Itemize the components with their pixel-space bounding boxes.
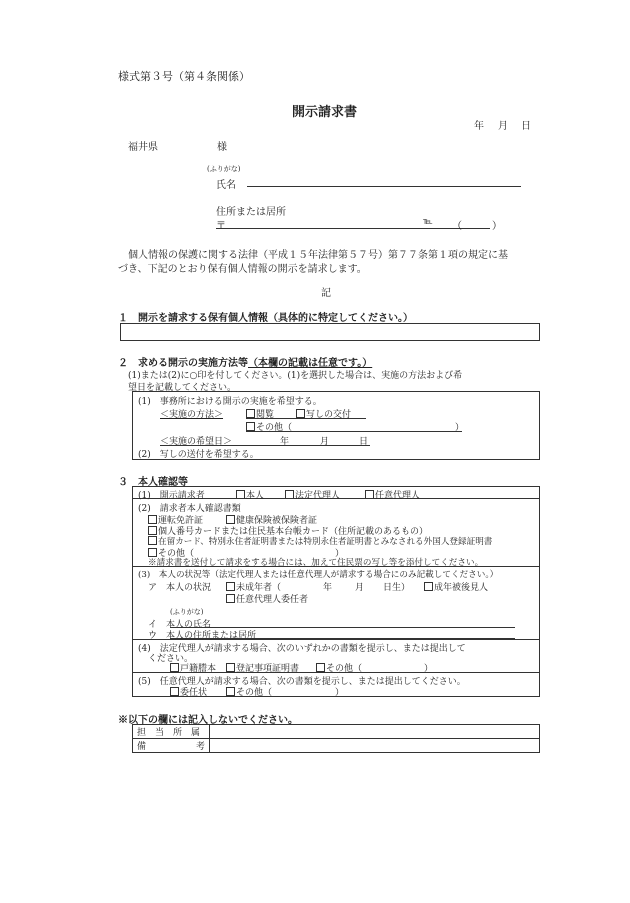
agent-principal-checkbox[interactable]	[226, 592, 308, 605]
section3-heading: ３ 本人確認等	[118, 477, 188, 488]
ki-label: 記	[321, 288, 331, 299]
legal-rep-label: 法定代理人	[295, 491, 341, 501]
voluntary-agent-checkbox[interactable]	[365, 488, 420, 501]
addressee-honorific: 様	[217, 142, 227, 153]
birth-year-label: 年	[323, 583, 333, 593]
agent-docs-line: (5) 任意代理人が請求する場合、次の書類を提示し、または提出してください。	[138, 677, 466, 687]
id-docs-label: (2) 請求者本人確認書類	[138, 504, 241, 514]
method-other-close: ）	[455, 423, 465, 433]
requester-name-field[interactable]	[247, 186, 521, 187]
date-month-label: 月	[498, 121, 508, 132]
koseki-label: 戸籍謄本	[180, 664, 217, 674]
registry-label: 登記事項証明書	[236, 664, 300, 674]
method-view-label: 閲覧	[256, 410, 275, 420]
office-use-table	[132, 724, 540, 753]
insurance-label: 健康保険被保険者証	[236, 516, 318, 526]
adult-ward-checkbox[interactable]	[424, 580, 488, 593]
wish-day-label: 日	[359, 437, 369, 447]
power-of-attorney-checkbox[interactable]	[170, 685, 207, 698]
page-title: 開示請求書	[292, 105, 358, 120]
addressee-org: 福井県	[128, 142, 158, 153]
self-checkbox[interactable]	[236, 488, 264, 501]
method-copy-label: 写しの交付	[306, 410, 352, 420]
principal-address-label: ウ 本人の住所または居所	[148, 631, 257, 641]
agent-other-close: ）	[335, 688, 345, 698]
section2-option-2[interactable]: (2) 写しの送付を希望する。	[138, 450, 259, 460]
legal-rep-docs-line2: ください。	[148, 654, 194, 664]
legal-rep-checkbox[interactable]	[285, 488, 340, 501]
office-use-note: ※以下の欄には記入しないでください。	[118, 715, 298, 726]
section2-instruction-2: 望日を記載してください。	[128, 383, 237, 393]
id-other-label: その他（	[158, 549, 195, 559]
voluntary-agent-label: 任意代理人	[375, 491, 421, 501]
requester-address-field[interactable]	[216, 228, 490, 229]
section1-input-box[interactable]	[120, 323, 540, 341]
remarks-char-2: 考	[195, 742, 205, 752]
section2-heading-note: （本欄の記載は任意です。）	[248, 358, 373, 369]
adult-ward-label: 成年被後見人	[434, 583, 489, 593]
birth-day-label: 日生）	[383, 583, 411, 593]
requester-name-label: 氏名	[216, 180, 236, 191]
birth-month-label: 月	[355, 583, 365, 593]
power-of-attorney-label: 委任状	[180, 688, 208, 698]
tel-mark: ℡	[423, 217, 433, 227]
method-other-label: その他（	[256, 423, 293, 433]
date-year-label: 年	[474, 121, 484, 132]
legal-other-close: ）	[424, 664, 434, 674]
agent-other-checkbox[interactable]	[226, 685, 272, 698]
intro-line-1: 個人情報の保護に関する法律（平成１５年法律第５７号）第７７条第１項の規定に基	[128, 250, 508, 261]
minor-label: 未成年者（	[236, 583, 282, 593]
section2-heading-main: ２ 求める開示の実施方法等	[118, 358, 248, 369]
residence-card-checkbox[interactable]	[148, 535, 492, 547]
agent-other-label: その他（	[236, 688, 273, 698]
wish-date-field[interactable]	[160, 445, 370, 446]
intro-line-2: づき、下記のとおり保有個人情報の開示を請求します。	[118, 264, 367, 275]
section2-heading	[118, 354, 372, 369]
id-docs-note: ※請求書を送付して請求をする場合には、加えて住民票の写し等を添付してください。	[148, 558, 484, 568]
legal-other-label: その他（	[326, 664, 363, 674]
method-label: ＜実施の方法＞	[160, 410, 224, 420]
registry-checkbox[interactable]	[226, 661, 299, 674]
form-number: 様式第３号（第４条関係）	[118, 70, 250, 83]
principal-furigana-label: (ふりがな)	[170, 608, 204, 616]
office-remarks-cell	[210, 739, 540, 753]
wish-year-label: 年	[280, 437, 290, 447]
office-dept-label: 担 当 所 属	[133, 725, 210, 739]
method-underline	[246, 418, 366, 419]
section2-option-1[interactable]: (1) 事務所における開示の実施を希望する。	[138, 397, 322, 407]
koseki-checkbox[interactable]	[170, 661, 216, 674]
date-wish-label: ＜実施の希望日＞	[160, 437, 233, 447]
section1-heading: １ 開示を請求する保有個人情報（具体的に特定してください。）	[118, 313, 413, 324]
self-label: 本人	[246, 491, 265, 501]
agent-principal-label: 任意代理人委任者	[236, 595, 309, 605]
license-label: 運転免許証	[158, 516, 204, 526]
principal-name-label: イ 本人の氏名	[148, 620, 212, 630]
legal-other-checkbox[interactable]	[316, 661, 362, 674]
requester-furigana-label: (ふりがな)	[207, 165, 241, 173]
principal-status-label: (3) 本人の状況等（法定代理人または任意代理人が請求する場合にのみ記載してください。）	[138, 570, 499, 580]
method-other-field[interactable]	[246, 431, 462, 432]
office-remarks-label	[133, 739, 210, 753]
principal-address-field[interactable]	[170, 638, 515, 639]
tel-paren: （ ）	[452, 221, 502, 232]
office-dept-cell	[210, 725, 540, 739]
remarks-char-1: 備	[137, 742, 147, 752]
requester-address-label: 住所または居所	[216, 207, 286, 218]
legal-rep-docs-line1: (4) 法定代理人が請求する場合、次のいずれかの書類を提示し、または提出して	[138, 644, 466, 654]
wish-month-label: 月	[320, 437, 330, 447]
mynumber-label: 個人番号カードまたは住民基本台帳カード（住所記載のあるもの）	[158, 527, 429, 537]
date-day-label: 日	[521, 121, 531, 132]
requester-type-label: (1) 開示請求者	[138, 491, 205, 501]
residence-card-label: 在留カード、特別永住者証明書または特別永住者証明書とみなされる外国人登録証明書	[158, 537, 493, 547]
section2-instruction-1: (1)または(2)に○印を付してください。(1)を選択した場合は、実施の方法および希	[128, 371, 463, 381]
id-other-close: ）	[335, 549, 345, 559]
principal-status-a: ア 本人の状況	[148, 583, 212, 593]
postal-mark: 〒	[216, 221, 226, 232]
